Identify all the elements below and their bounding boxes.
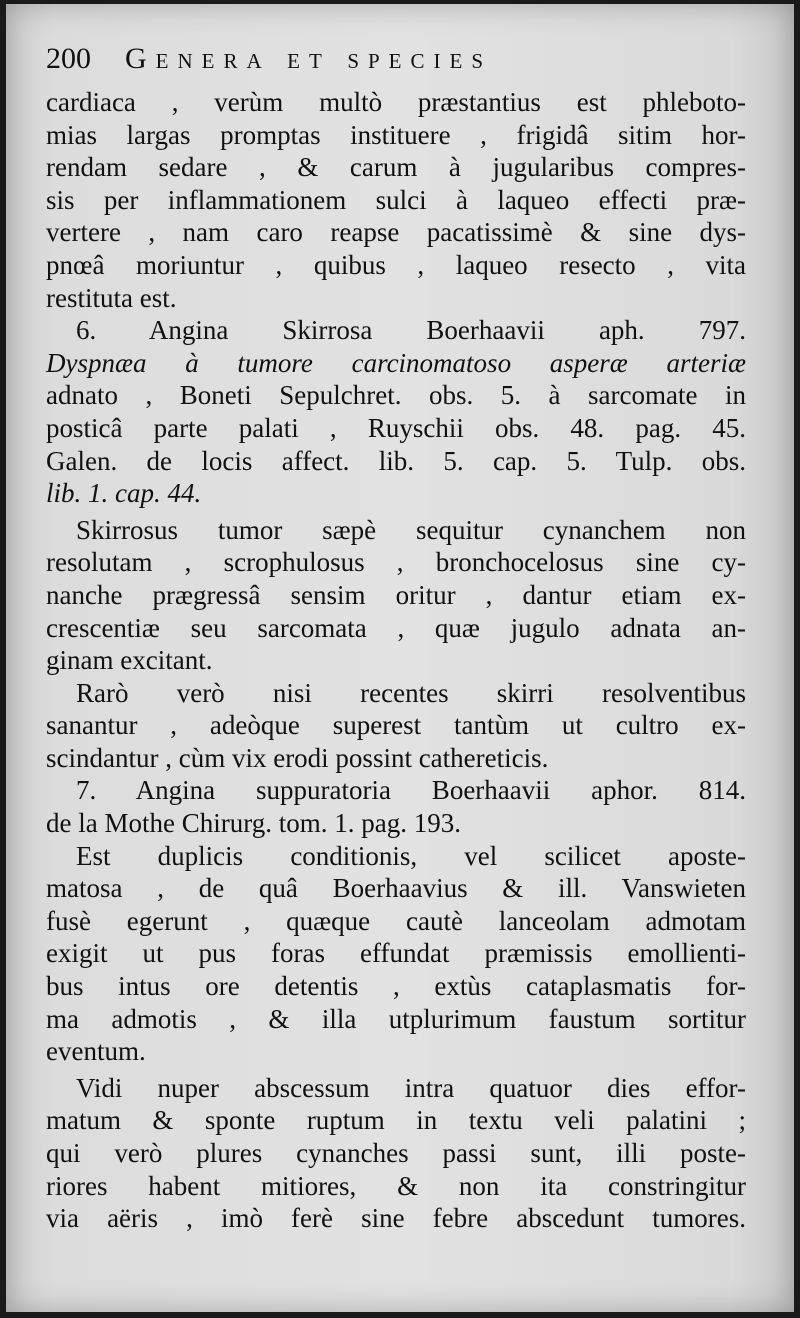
text-line: riores habent mitiores, & non ita constringitur — [46, 1170, 746, 1201]
text-line: mias largas promptas instituere , frigidâ sitim hor- — [46, 119, 746, 150]
text-line: nanche prægressâ sensim oritur , dantur etiam ex- — [46, 579, 746, 610]
text-line: 6. Angina Skirrosa Boerhaavii aph. 797. — [76, 315, 746, 346]
text-line: sis per inflammationem sulci à laqueo effecti præ- — [46, 184, 746, 215]
running-title: Genera et species — [125, 42, 493, 75]
text-line: Rarò verò nisi recentes skirri resolventibus — [76, 677, 746, 708]
text-line: Dyspnæa à tumore carcinomatoso asperæ arteriæ — [46, 347, 746, 378]
page-header — [46, 42, 746, 86]
text-line: crescentiæ seu sarcomata , quæ jugulo adnata an- — [46, 612, 746, 643]
page-text — [46, 42, 746, 1235]
text-line: via aëris , imò ferè sine febre abscedunt tumores. — [46, 1203, 746, 1234]
text-line: cardiaca , verùm multò præstantius est phleboto- — [46, 87, 746, 117]
text-line: resolutam , scrophulosus , bronchocelosus sine cy- — [46, 547, 746, 578]
text-line: 7. Angina suppuratoria Boerhaavii aphor. 814. — [76, 775, 746, 806]
text-line: ginam excitant. — [46, 645, 213, 676]
text-line: pnœâ moriuntur , quibus , laqueo resecto , vita — [46, 249, 746, 280]
page-number: 200 — [46, 42, 91, 75]
text-line: matum & sponte ruptum in textu veli palatini ; — [46, 1105, 746, 1136]
text-line: lib. 1. cap. 44. — [46, 478, 202, 509]
text-line: vertere , nam caro reapse pacatissimè & sine dys- — [46, 217, 746, 248]
text-line: fusè egerunt , quæque cautè lanceolam admotam — [46, 905, 746, 936]
book-page — [6, 4, 794, 1312]
body-lines — [46, 86, 746, 1235]
text-line: Vidi nuper abscessum intra quatuor dies effor- — [76, 1072, 746, 1103]
text-line: de la Mothe Chirurg. tom. 1. pag. 193. — [46, 808, 461, 839]
text-line: matosa , de quâ Boerhaavius & ill. Vanswieten — [46, 873, 746, 904]
text-line: posticâ parte palati , Ruyschii obs. 48. pag. 45. — [46, 412, 746, 443]
text-line: qui verò plures cynanches passi sunt, illi poste- — [46, 1138, 746, 1168]
text-line: rendam sedare , & carum à jugularibus compres- — [46, 152, 746, 183]
text-line: restituta est. — [46, 282, 177, 313]
text-line: sanantur , adeòque superest tantùm ut cultro ex- — [46, 710, 746, 741]
text-line: bus intus ore detentis , extùs cataplasmatis for- — [46, 971, 746, 1002]
text-line: Est duplicis conditionis, vel scilicet aposte- — [76, 840, 746, 871]
text-line: Skirrosus tumor sæpè sequitur cynanchem non — [76, 514, 746, 545]
text-line: adnato , Boneti Sepulchret. obs. 5. à sarcomate in — [46, 380, 746, 411]
text-line: Galen. de locis affect. lib. 5. cap. 5. Tulp. obs. — [46, 445, 746, 476]
text-line: scindantur , cùm vix erodi possint cathereticis. — [46, 742, 549, 773]
text-line: ma admotis , & illa utplurimum faustum sortitur — [46, 1003, 746, 1034]
text-line: eventum. — [46, 1036, 146, 1067]
text-line: exigit ut pus foras effundat præmissis emollienti- — [46, 938, 746, 969]
